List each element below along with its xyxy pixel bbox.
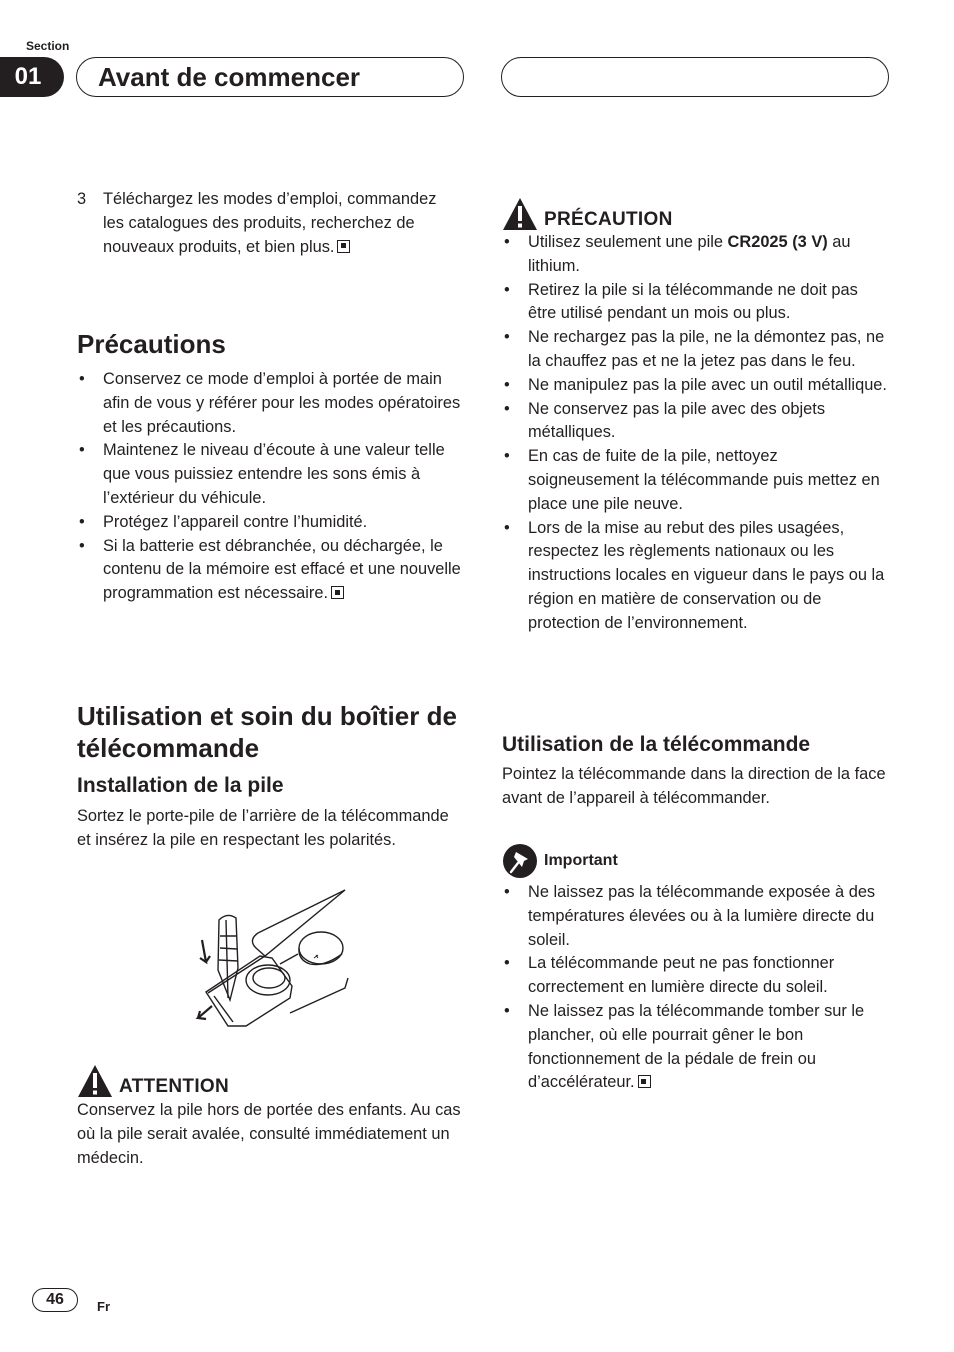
- utilisation-section: [77, 700, 461, 853]
- language-code: Fr: [97, 1299, 110, 1314]
- precaution-box: [502, 197, 890, 636]
- list-item: • Ne laissez pas la télécommande tomber sur le plancher, où elle pourrait gêner le bon fonctionnement de la pédale de frein ou d’accélérateur.: [502, 1000, 890, 1095]
- list-item: • Ne rechargez pas la pile, ne la démontez pas, ne la chauffez pas et ne la jetez pas dans le feu.: [502, 326, 890, 374]
- list-item: • Si la batterie est débranchée, ou déchargée, le contenu de la mémoire est effacé et une nouvelle programmation est nécessaire.: [77, 535, 461, 606]
- end-mark-icon: [331, 586, 344, 599]
- precautions-list: [77, 368, 461, 606]
- installation-text: Sortez le porte-pile de l’arrière de la télécommande et insérez la pile en respectant les polarités.: [77, 807, 449, 849]
- list-item: • Ne manipulez pas la pile avec un outil métallique.: [502, 374, 890, 398]
- list-item: • Ne conservez pas la pile avec des objets métalliques.: [502, 398, 890, 446]
- attention-box: [77, 1064, 461, 1170]
- end-mark-icon: [337, 240, 350, 253]
- remote-use-heading: Utilisation de la télécommande: [502, 733, 811, 756]
- list-item: • Utilisez seulement une pile CR2025 (3 V) au lithium.: [502, 231, 890, 279]
- list-item: • Protégez l’appareil contre l’humidité.: [77, 511, 461, 535]
- step-3: [77, 188, 461, 259]
- important-box: [502, 843, 890, 1095]
- section-title-right-box: [501, 57, 889, 97]
- step-text: Téléchargez les modes d’emploi, commandez les catalogues des produits, recherchez de nouveaux produits, et bien plus.: [103, 190, 437, 256]
- list-item: • La télécommande peut ne pas fonctionner correctement en lumière directe du soleil.: [502, 952, 890, 1000]
- end-mark-icon: [638, 1075, 651, 1088]
- important-label: Important: [544, 852, 618, 869]
- attention-text: Conservez la pile hors de portée des enfants. Au cas où la pile serait avalée, consulté immédiatement un médecin.: [77, 1101, 461, 1167]
- precautions-section: [77, 328, 461, 606]
- list-item: • Ne laissez pas la télécommande exposée à des températures élevées ou à la lumière directe du soleil.: [502, 881, 890, 952]
- battery-model: CR2025 (3 V): [727, 233, 828, 251]
- section-label: Section: [26, 39, 70, 53]
- remote-use-section: [502, 731, 890, 811]
- utilisation-heading: Utilisation et soin du boîtier de télécommande: [77, 701, 457, 763]
- precautions-heading: Précautions: [77, 329, 226, 359]
- page-number: 46: [32, 1288, 78, 1312]
- list-item: • En cas de fuite de la pile, nettoyez soigneusement la télécommande puis mettez en place une pile neuve.: [502, 445, 890, 516]
- list-item: • Lors de la mise au rebut des piles usagées, respectez les règlements nationaux ou les instructions locales en vigueur dans le pays ou la région en matière de conservation ou de protection de l’environnement.: [502, 517, 890, 636]
- battery-installation-illustration: [190, 888, 355, 1033]
- section-title: Avant de commencer: [76, 57, 464, 97]
- list-item: • Maintenez le niveau d’écoute à une valeur telle que vous puissiez entendre les sons émis à l’extérieur du véhicule.: [77, 439, 461, 510]
- attention-label: ATTENTION: [119, 1076, 230, 1097]
- precaution-list: [502, 231, 890, 636]
- installation-heading: Installation de la pile: [77, 774, 284, 797]
- section-number-badge: 01: [0, 57, 64, 97]
- list-item: • Conservez ce mode d’emploi à portée de main afin de vous y référer pour les modes opératoires et les précautions.: [77, 368, 461, 439]
- warning-triangle-icon: [502, 197, 538, 231]
- step-number: 3: [77, 190, 87, 208]
- important-list: [502, 881, 890, 1095]
- precaution-label: PRÉCAUTION: [544, 209, 673, 230]
- warning-triangle-icon: [77, 1064, 113, 1098]
- list-item: • Retirez la pile si la télécommande ne doit pas être utilisé pendant un mois ou plus.: [502, 279, 890, 327]
- important-pushpin-icon: [502, 843, 538, 879]
- remote-use-text: Pointez la télécommande dans la direction de la face avant de l’appareil à télécommander.: [502, 765, 886, 807]
